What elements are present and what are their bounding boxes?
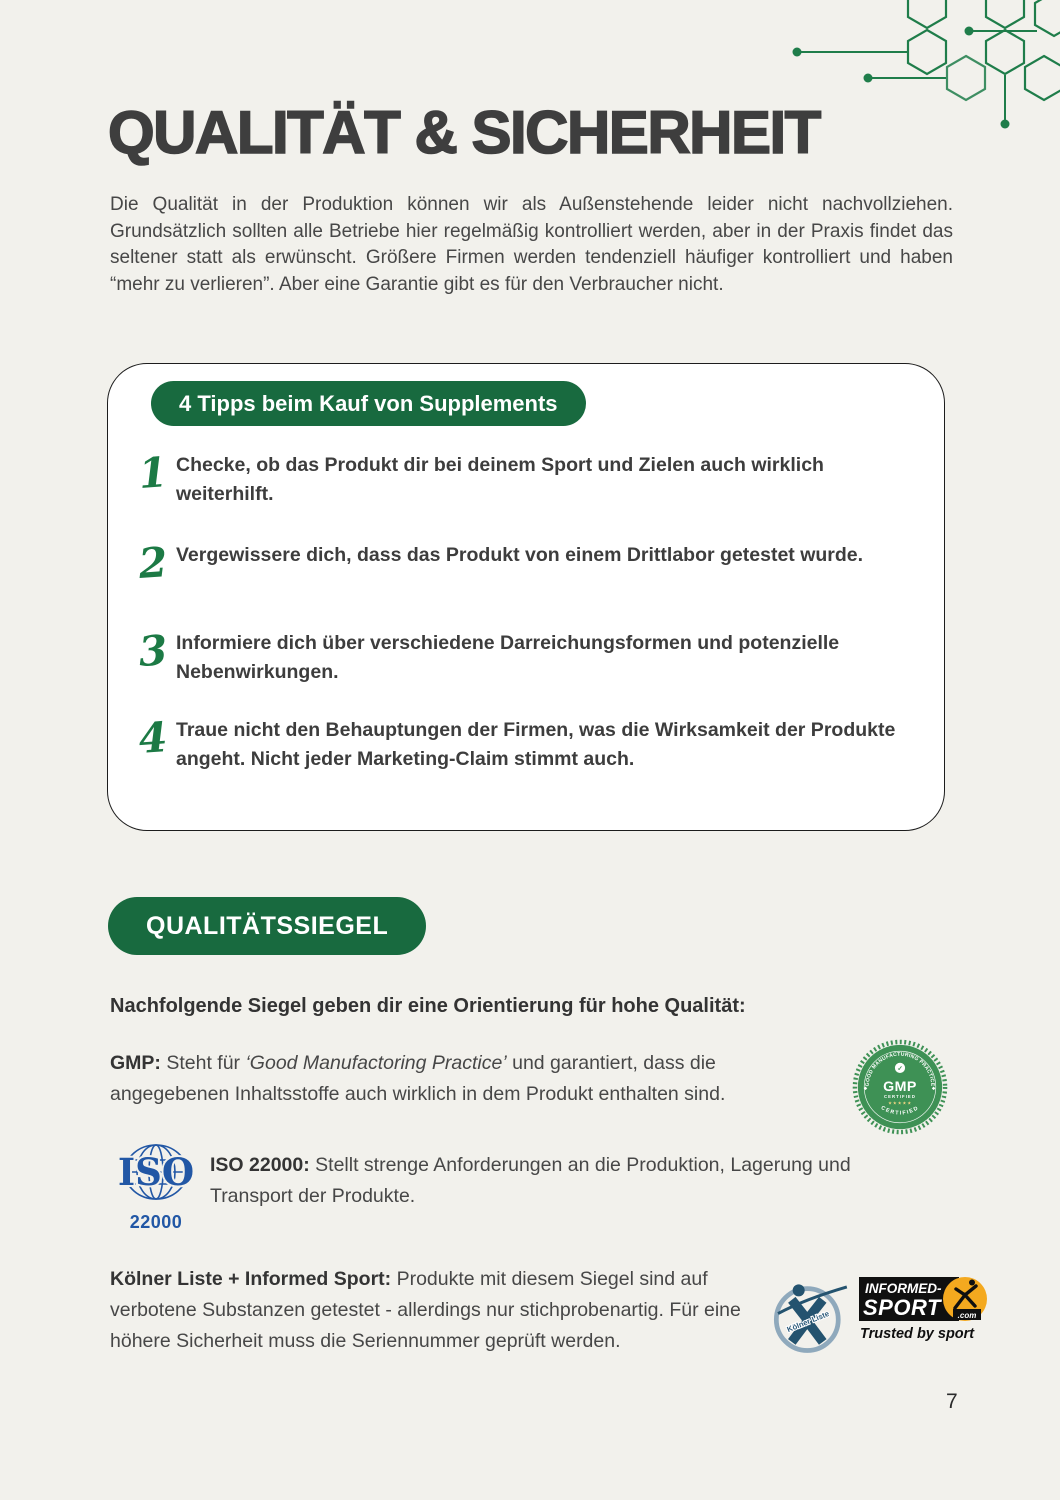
tip-item-1	[130, 449, 920, 509]
badge-stars: ★★★★★	[887, 1100, 913, 1106]
badge-arc-top-text: GOOD MANUFACTURING PRACTICE	[864, 1051, 936, 1087]
koelner-paragraph: Kölner Liste + Informed Sport: Produkte mit diesem Siegel sind auf verbotene Substanzen getestet - allerdings nur stichprobenartig. Für eine höhere Sicherheit muss die Seriennummer geprüft werden.	[110, 1268, 741, 1352]
tip-text-3: Informiere dich über verschiedene Darreichungsformen und potenzielle Nebenwirkungen.	[176, 632, 840, 683]
informed-com: .com	[957, 1311, 977, 1320]
tip-item-2	[130, 539, 920, 587]
iso-label: ISO 22000:	[210, 1154, 310, 1176]
gmp-paragraph: GMP: Steht für ‘Good Manufactoring Practice’ und garantiert, dass die angegebenen Inhaltsstoffe auch wirklich in dem Produkt enthalten sind.	[110, 1052, 726, 1105]
iso-paragraph: ISO 22000: Stellt strenge Anforderungen an die Produktion, Lagerung und Transport der Produkte.	[210, 1154, 851, 1207]
gmp-label: GMP:	[110, 1052, 161, 1074]
tip-item-3	[130, 627, 920, 687]
tip-number-1: 1	[137, 448, 169, 498]
informed-tagline: Trusted by sport	[860, 1326, 975, 1342]
iso-text: ISO	[117, 1150, 195, 1194]
intro-paragraph: Die Qualität in der Produktion können wir als Außenstehende leider nicht nachvollziehen. Grundsätzlich sollten alle Betriebe hier regelmäßig kontrolliert werden, aber in der Praxis findet das seltener statt als erwünscht. Größere Firmen werden tendenziell häufiger kontrolliert und haben “mehr zu verlieren”. Aber eine Garantie gibt es für den Verbraucher nicht.	[110, 194, 953, 295]
seals-intro: Nachfolgende Siegel geben dir eine Orientierung für hohe Qualität:	[110, 995, 746, 1017]
qualitaetssiegel-header: QUALITÄTSSIEGEL	[108, 897, 426, 955]
iso-number: 22000	[129, 1212, 183, 1232]
koelner-liste-logo-icon	[766, 1274, 852, 1360]
badge-arc-bottom-text: CERTIFIED	[879, 1105, 921, 1117]
tip-number-2: 2	[137, 538, 169, 588]
informed-line2: SPORT	[863, 1295, 941, 1320]
koelner-text: Kölner Liste	[785, 1309, 831, 1335]
badge-diamond-left: ◆	[863, 1085, 868, 1091]
tip-text-2: Vergewissere dich, dass das Produkt von einem Drittlabor getestet wurde.	[176, 544, 864, 566]
tip-text-1: Checke, ob das Produkt dir bei deinem Sport und Zielen auch wirklich weiterhilft.	[176, 454, 824, 505]
tips-box-header: 4 Tipps beim Kauf von Supplements	[151, 381, 586, 426]
hexagon-cluster	[908, 0, 1060, 100]
badge-certified-text: CERTIFIED	[884, 1093, 916, 1099]
tip-number-3: 3	[137, 626, 169, 676]
informed-line1: INFORMED-	[865, 1281, 942, 1296]
gmp-certified-badge-icon	[851, 1038, 949, 1136]
tip-item-4	[130, 714, 920, 774]
page-number: 7	[946, 1390, 958, 1413]
tips-box	[107, 363, 945, 831]
badge-check: ✓	[897, 1065, 903, 1073]
tip-number-4: 4	[137, 713, 169, 763]
badge-gmp-text: GMP	[883, 1078, 917, 1095]
iso-22000-logo-icon	[106, 1136, 206, 1238]
tip-text-4: Traue nicht den Behauptungen der Firmen, was die Wirksamkeit der Produkte angeht. Nicht jeder Marketing-Claim stimmt auch.	[176, 719, 896, 770]
informed-sport-logo-icon	[858, 1276, 992, 1344]
badge-diamond-right: ◆	[931, 1085, 936, 1091]
koelner-label: Kölner Liste + Informed Sport:	[110, 1268, 392, 1290]
gmp-italic-term: ‘Good Manufactoring Practice’	[245, 1052, 507, 1074]
page-title: QUALITÄT & SICHERHEIT	[108, 99, 820, 166]
